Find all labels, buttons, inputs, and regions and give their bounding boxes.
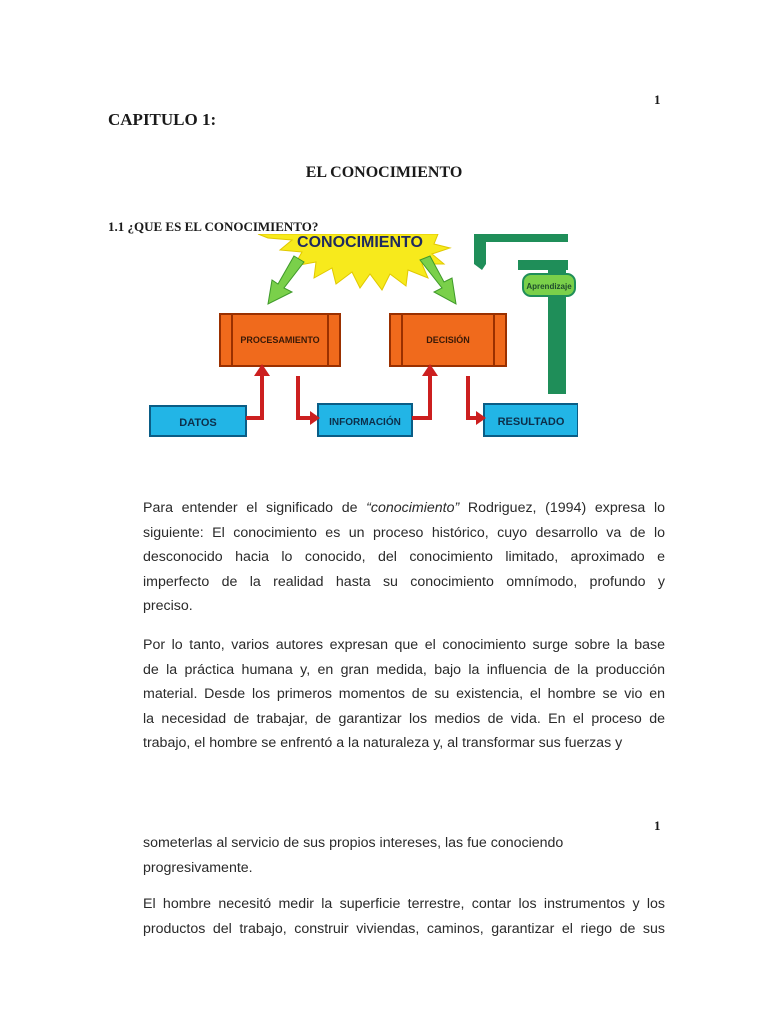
resultado-label: RESULTADO bbox=[497, 416, 565, 428]
datos-box bbox=[150, 406, 246, 436]
procesamiento-box bbox=[220, 314, 340, 366]
paragraph-1 bbox=[143, 496, 665, 619]
p1-line1-start: Para entender el significado de bbox=[143, 500, 367, 516]
green-arrow-left-icon bbox=[268, 256, 304, 304]
page-title: EL CONOCIMIENTO bbox=[305, 164, 463, 181]
aprendizaje-label: Aprendizaje bbox=[526, 282, 572, 291]
decision-box bbox=[390, 314, 506, 366]
section-heading: 1.1 ¿QUE ES EL CONOCIMIENTO? bbox=[108, 219, 319, 234]
chapter-heading: CAPITULO 1: bbox=[108, 110, 217, 129]
p1-line5: preciso. bbox=[143, 598, 193, 615]
p4-line2: productos del trabajo, construir viviendas, caminos, garantizar el riego de sus bbox=[143, 920, 665, 937]
p2-line1: Por lo tanto, varios autores expresan que el conocimiento surge sobre la base bbox=[143, 637, 665, 653]
p1-line2: siguiente: El conocimiento es un proceso histórico, cuyo desarrollo va de lo bbox=[143, 524, 665, 541]
informacion-box bbox=[318, 404, 412, 436]
p1-line3: desconocido hacia lo conocido, del conocimiento limitado, aproximado e bbox=[143, 549, 665, 566]
paragraph-4 bbox=[143, 892, 665, 941]
p3-line2: progresivamente. bbox=[143, 859, 253, 876]
p1-line1-end: Rodriguez, (1994) expresa lo bbox=[459, 500, 666, 516]
red-arrow-informacion-icon bbox=[412, 374, 430, 418]
red-arrow-procesamiento-icon bbox=[298, 376, 312, 418]
datos-label: DATOS bbox=[179, 417, 217, 429]
p3-line1: someterlas al servicio de sus propios intereses, las fue conociendo bbox=[143, 835, 564, 851]
page-number-top: 1 bbox=[654, 92, 661, 107]
sun-label: CONOCIMIENTO bbox=[297, 234, 423, 251]
p2-line4: la necesidad de trabajar, de garantizar los medios de vida. En el proceso de bbox=[143, 710, 665, 727]
paragraph-2 bbox=[143, 633, 665, 756]
knowledge-diagram bbox=[138, 234, 578, 444]
red-arrow-datos-icon bbox=[246, 374, 262, 418]
informacion-label: INFORMACIÓN bbox=[329, 417, 401, 428]
p1-emphasis: “conocimiento” bbox=[366, 500, 460, 516]
procesamiento-label: PROCESAMIENTO bbox=[240, 335, 320, 345]
p4-line1: El hombre necesitó medir la superficie terrestre, contar los instrumentos y los bbox=[143, 896, 665, 912]
decision-label: DECISIÓN bbox=[426, 335, 470, 345]
p1-line4: imperfecto de la realidad hasta su conocimiento omnímodo, profundo y bbox=[143, 573, 665, 590]
aprendizaje-badge bbox=[523, 274, 575, 296]
p2-line2: de la práctica humana y, en gran medida, bajo la influencia de la producción bbox=[143, 661, 665, 678]
page-number-bottom: 1 bbox=[654, 818, 661, 833]
p2-line5: trabajo, el hombre se enfrentó a la naturaleza y, al transformar sus fuerzas y bbox=[143, 735, 623, 752]
p2-line3: material. Desde los primeros momentos de su existencia, el hombre se vio en bbox=[143, 686, 665, 703]
paragraph-3 bbox=[143, 831, 665, 880]
resultado-box bbox=[484, 404, 578, 436]
